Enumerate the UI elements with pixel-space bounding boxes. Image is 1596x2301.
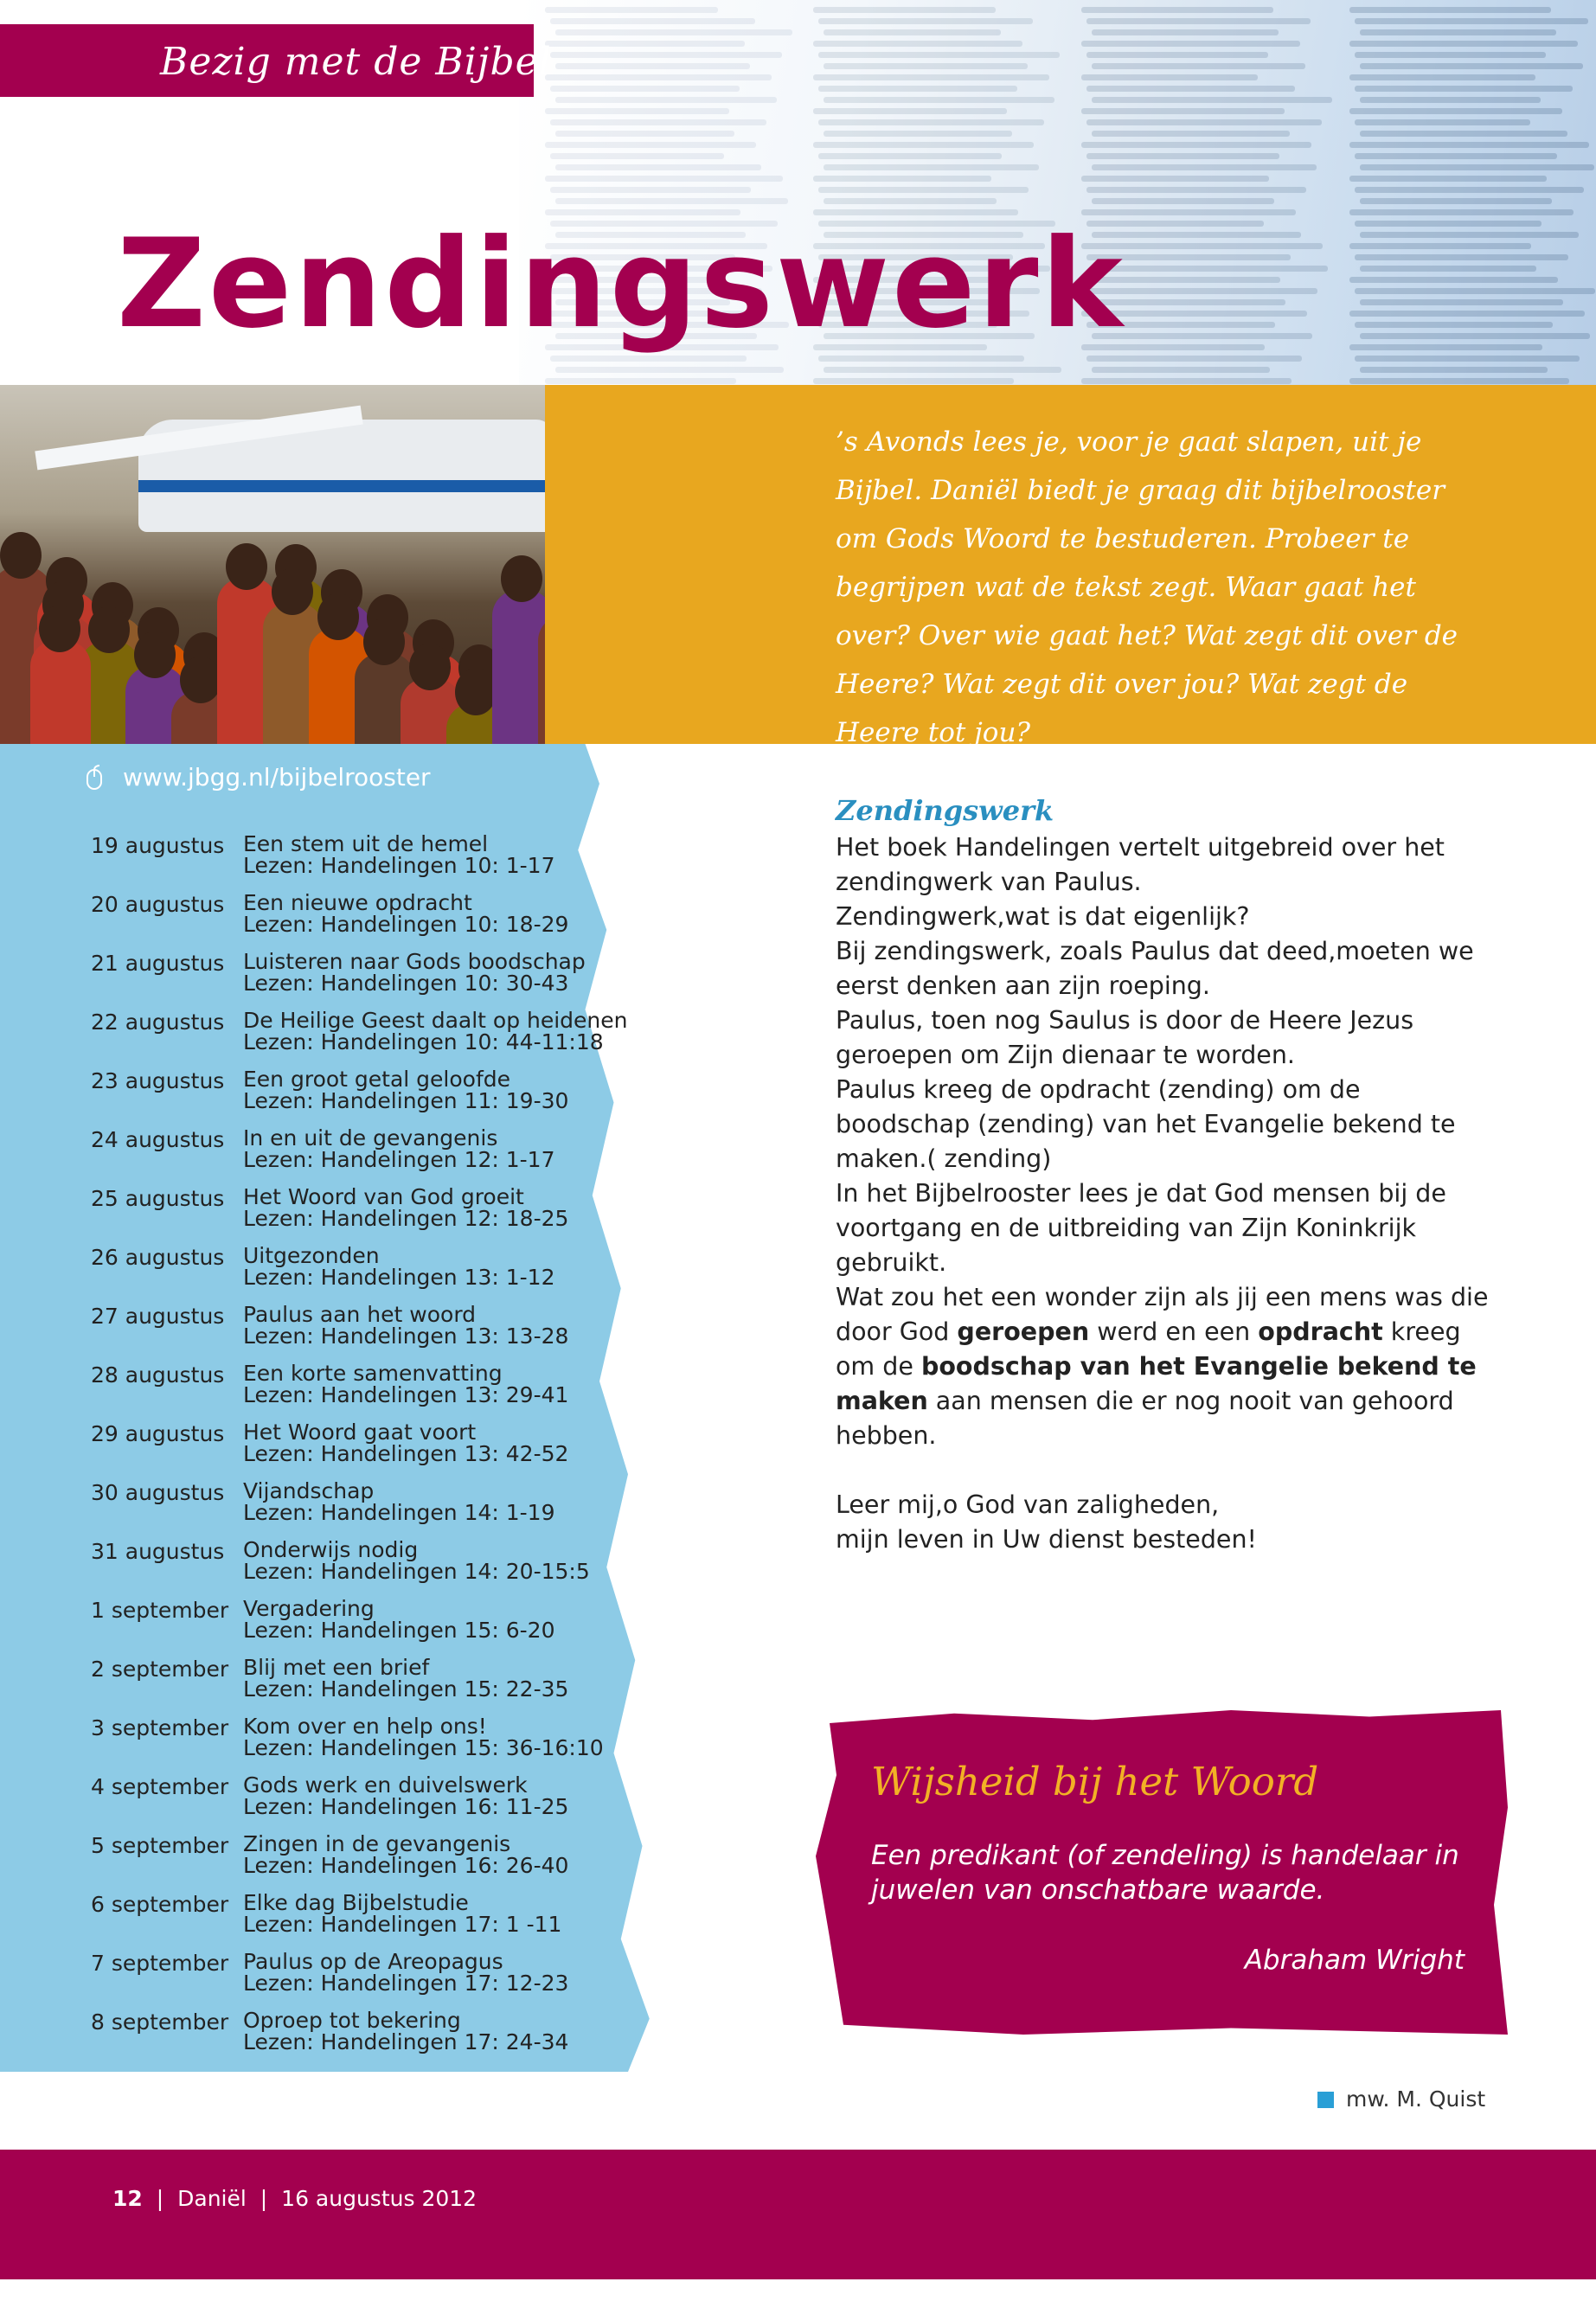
schedule-row [91, 1657, 662, 1715]
section-label-text: Bezig met de Bijbel [160, 40, 552, 84]
schedule-date: 3 september [91, 1715, 229, 1740]
schedule-date: 30 augustus [91, 1480, 225, 1505]
schedule-reading: Lezen: Handelingen 14: 1-19 [243, 1500, 555, 1525]
schedule-row [91, 1598, 662, 1657]
article-body [836, 830, 1493, 1557]
footer-text: 12 | Daniël | 16 augustus 2012 [112, 2186, 478, 2211]
schedule-row [91, 1715, 662, 1774]
schedule-date: 20 augustus [91, 892, 225, 917]
schedule-reading: Lezen: Handelingen 10: 18-29 [243, 912, 569, 937]
schedule-row [91, 1833, 662, 1892]
schedule-reading: Lezen: Handelingen 15: 6-20 [243, 1618, 555, 1643]
schedule-row [91, 951, 662, 1009]
schedule-date: 7 september [91, 1951, 229, 1976]
schedule-reading: Lezen: Handelingen 15: 22-35 [243, 1676, 569, 1702]
schedule-row [91, 1127, 662, 1186]
schedule-title: Paulus op de Areopagus [243, 1949, 503, 1974]
schedule-row [91, 833, 662, 892]
schedule-row [91, 1480, 662, 1539]
schedule-reading: Lezen: Handelingen 17: 1 -11 [243, 1912, 562, 1937]
schedule-date: 4 september [91, 1774, 229, 1799]
schedule-reading: Lezen: Handelingen 11: 19-30 [243, 1088, 569, 1113]
magazine-name: Daniël [177, 2186, 247, 2211]
schedule-row [91, 1421, 662, 1480]
schedule-date: 5 september [91, 1833, 229, 1858]
schedule-reading: Lezen: Handelingen 16: 11-25 [243, 1794, 569, 1819]
schedule-title: Gods werk en duivelswerk [243, 1772, 528, 1798]
schedule-reading: Lezen: Handelingen 10: 44-11:18 [243, 1029, 604, 1054]
schedule-title: Blij met een brief [243, 1655, 430, 1680]
article-paragraph: In het Bijbelrooster lees je dat God mensen bij de voortgang en de uitbreiding van Zijn Koninkrijk gebruikt. [836, 1179, 1446, 1277]
article-paragraph: Zendingwerk,wat is dat eigenlijk? [836, 902, 1250, 931]
schedule-reading: Lezen: Handelingen 16: 26-40 [243, 1853, 569, 1878]
schedule-date: 24 augustus [91, 1127, 225, 1152]
schedule-title: Oproep tot bekering [243, 2008, 461, 2033]
schedule-list [91, 833, 662, 2068]
schedule-date: 26 augustus [91, 1245, 225, 1270]
schedule-reading: Lezen: Handelingen 17: 24-34 [243, 2029, 569, 2054]
schedule-date: 23 augustus [91, 1068, 225, 1093]
schedule-date: 25 augustus [91, 1186, 225, 1211]
schedule-row [91, 1245, 662, 1304]
schedule-title: Het Woord gaat voort [243, 1420, 477, 1445]
schedule-row [91, 2009, 662, 2068]
schedule-reading: Lezen: Handelingen 12: 1-17 [243, 1147, 555, 1172]
schedule-reading: Lezen: Handelingen 12: 18-25 [243, 1206, 569, 1231]
verse-line: mijn leven in Uw dienst besteden! [836, 1525, 1257, 1554]
byline: mw. M. Quist [1346, 2086, 1486, 2112]
schedule-title: Kom over en help ons! [243, 1714, 487, 1739]
mission-photo [0, 385, 571, 748]
schedule-row [91, 1068, 662, 1127]
footer-band [0, 2150, 1596, 2279]
schedule-title: Zingen in de gevangenis [243, 1831, 511, 1856]
schedule-title: Een korte samenvatting [243, 1361, 503, 1386]
schedule-title: Paulus aan het woord [243, 1302, 477, 1327]
article-heading: Zendingswerk [836, 794, 1054, 827]
byline-square-icon [1317, 2092, 1334, 2108]
wisdom-quote: Een predikant (of zendeling) is handelaar in juwelen van onschatbare waarde. [871, 1840, 1459, 1906]
schedule-date: 19 augustus [91, 833, 225, 858]
schedule-reading: Lezen: Handelingen 13: 42-52 [243, 1441, 569, 1466]
schedule-reading: Lezen: Handelingen 17: 12-23 [243, 1971, 569, 1996]
schedule-row [91, 1774, 662, 1833]
article-paragraph: Paulus, toen nog Saulus is door de Heere Jezus geroepen om Zijn dienaar te worden. [836, 1006, 1414, 1069]
schedule-date: 2 september [91, 1657, 229, 1682]
bijbelrooster-link[interactable]: www.jbgg.nl/bijbelrooster [123, 763, 431, 792]
airplane-shape [138, 420, 554, 532]
schedule-title: Onderwijs nodig [243, 1537, 419, 1562]
schedule-reading: Lezen: Handelingen 10: 1-17 [243, 853, 555, 878]
schedule-title: Een nieuwe opdracht [243, 890, 472, 915]
schedule-row [91, 892, 662, 951]
section-label [0, 24, 552, 97]
article-paragraph: Het boek Handelingen vertelt uitgebreid over het zendingwerk van Paulus. [836, 833, 1445, 896]
wisdom-title: Wijsheid bij het Woord [871, 1759, 1319, 1804]
schedule-title: De Heilige Geest daalt op heidenen [243, 1008, 628, 1033]
article-paragraph: Paulus kreeg de opdracht (zending) om de boodschap (zending) van het Evangelie bekend te maken.( zending) [836, 1075, 1456, 1173]
schedule-row [91, 1951, 662, 2009]
schedule-row [91, 1304, 662, 1362]
schedule-date: 27 augustus [91, 1304, 225, 1329]
schedule-row [91, 1362, 662, 1421]
schedule-reading: Lezen: Handelingen 13: 29-41 [243, 1382, 569, 1407]
schedule-date: 22 augustus [91, 1009, 225, 1035]
schedule-title: Een stem uit de hemel [243, 831, 489, 856]
schedule-title: Vijandschap [243, 1478, 375, 1503]
schedule-row [91, 1539, 662, 1598]
schedule-date: 29 augustus [91, 1421, 225, 1446]
schedule-row [91, 1009, 662, 1068]
schedule-row [91, 1186, 662, 1245]
intro-text: ’s Avonds lees je, voor je gaat slapen, uit je Bijbel. Daniël biedt je graag dit bijbelrooster om Gods Woord te bestuderen. Probeer te begrijpen wat de tekst zegt. Waar gaat het over? Over wie gaat het? Wat zegt dit over de Heere? Wat zegt dit over jou? Wat zegt de Heere tot jou? [836, 426, 1458, 748]
schedule-title: Het Woord van God groeit [243, 1184, 524, 1209]
schedule-reading: Lezen: Handelingen 10: 30-43 [243, 971, 569, 996]
article-paragraph: Bij zendingswerk, zoals Paulus dat deed,moeten we eerst denken aan zijn roeping. [836, 937, 1474, 1000]
schedule-reading: Lezen: Handelingen 13: 1-12 [243, 1265, 555, 1290]
schedule-title: Vergadering [243, 1596, 375, 1621]
page-number: 12 [112, 2186, 143, 2211]
schedule-title: Elke dag Bijbelstudie [243, 1890, 469, 1915]
schedule-reading: Lezen: Handelingen 14: 20-15:5 [243, 1559, 590, 1584]
schedule-title: Uitgezonden [243, 1243, 380, 1268]
issue-date: 16 augustus 2012 [281, 2186, 478, 2211]
schedule-date: 28 augustus [91, 1362, 225, 1388]
schedule-date: 1 september [91, 1598, 229, 1623]
wisdom-author: Abraham Wright [1244, 1945, 1465, 1976]
schedule-title: Een groot getal geloofde [243, 1067, 511, 1092]
page-title: Zendingswerk [117, 213, 1125, 356]
schedule-date: 8 september [91, 2009, 229, 2035]
article-paragraph: Wat zou het een wonder zijn als jij een mens was die door God geroepen werd en een opdracht kreeg om de boodschap van het Evangelie bekend te maken aan mensen die er nog nooit van gehoord hebben. [836, 1283, 1489, 1450]
schedule-row [91, 1892, 662, 1951]
schedule-reading: Lezen: Handelingen 13: 13-28 [243, 1324, 569, 1349]
schedule-date: 6 september [91, 1892, 229, 1917]
schedule-reading: Lezen: Handelingen 15: 36-16:10 [243, 1735, 604, 1760]
schedule-date: 31 augustus [91, 1539, 225, 1564]
verse-line: Leer mij,o God van zaligheden, [836, 1490, 1220, 1519]
mouse-icon [85, 765, 104, 791]
schedule-title: Luisteren naar Gods boodschap [243, 949, 586, 974]
schedule-date: 21 augustus [91, 951, 225, 976]
schedule-title: In en uit de gevangenis [243, 1125, 498, 1150]
